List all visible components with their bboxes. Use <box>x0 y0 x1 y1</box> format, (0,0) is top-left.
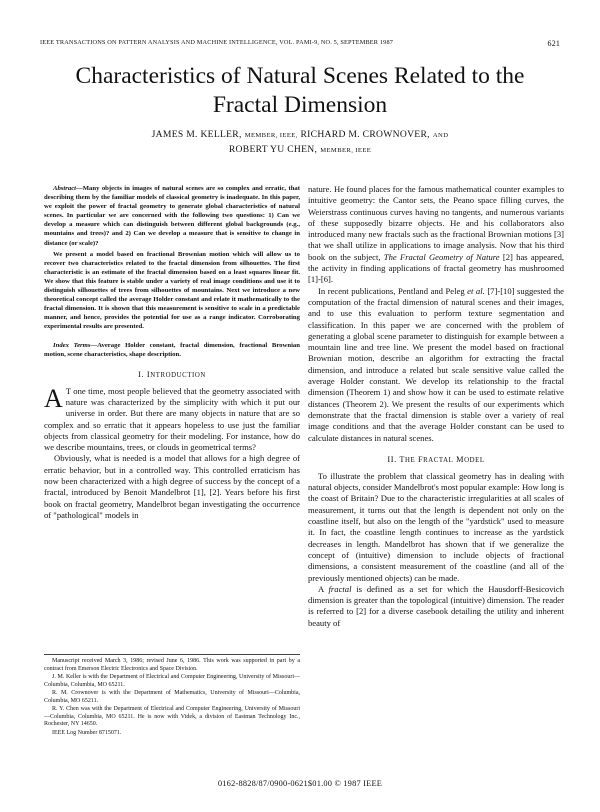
footnote-keller: J. M. Keller is with the Department of Electrical and Computer Engineering, University of Missouri—Columbia, Columbia, MO 65211. <box>44 674 300 688</box>
right-para-2-start: In recent publications, Pentland and Peleg <box>318 285 465 296</box>
introduction-body <box>44 383 300 522</box>
section-2-numeral: II. <box>387 454 397 464</box>
footnote-chen: R. Y. Chen was with the Department of Electrical and Computer Engineering, University of Missouri—Columbia, Columbia, MO 65211. He is now with Videk, a division of Eastman Technology Inc., Rochester, NY 14650. <box>44 706 300 728</box>
footnote-crownover: R. M. Crownover is with the Department of Mathematics, University of Missouri—Columbia, Columbia, MO 65211. <box>44 690 300 704</box>
section-1-rest: NTRODUCTION <box>150 371 206 379</box>
title-line-2: Fractal Dimension <box>212 92 388 118</box>
index-terms-text: —Average Holder constant, fractal dimension, fractional Brownian motion, scene characteristics, shape description. <box>44 341 300 358</box>
author-chen-membership: MEMBER, IEEE <box>320 147 372 154</box>
abstract-para-1 <box>44 184 300 248</box>
section-heading-introduction <box>44 369 300 381</box>
author-block <box>40 128 560 158</box>
copyright-line: 0162-8828/87/0900-0621$01.00 © 1987 IEEE <box>217 779 383 788</box>
section-2-odel: ODEL <box>464 456 485 464</box>
footnotes <box>44 654 300 738</box>
drop-cap: A <box>44 383 63 413</box>
abstract-lead: Abstract <box>53 185 77 192</box>
right-para-1 <box>308 184 564 286</box>
author-keller: JAMES M. KELLER, <box>151 129 242 140</box>
intro-para-2: Obviously, what is needed is a model that allows for a high degree of erratic behavior, but in a controlled way. This controlled erraticism has now been characterized with a high degree of success by the concept of a fractal, introduced by Benoit Mandelbrot [1], [2]. Years before his first book on fractal geometry, Mandelbrot began investigating the occurrence of "pathological" models in <box>44 453 300 520</box>
right-para-3: To illustrate the problem that classical geometry has in dealing with natural objects, consider Mandelbrot's most popular example: How long is the coast of Britain? Due to the characteristic irregularities at all scales of measurement, it turns out that the length is dependent not only on the coastline itself, but also on the length of the "yardstick" used to measure it. In fact, the coastline length continues to increase as the yardstick decreases in length. Mandelbrot has shown that if we generalize the concept of (intuitive) dimension to include objects of fractional dimensions, a consistent measurement of the coastline (and all of the previously mentioned objects) can be made. <box>308 470 564 583</box>
section-1-first-letter: I <box>146 369 151 379</box>
section-1-numeral: I. <box>138 369 145 379</box>
author-chen: ROBERT YU CHEN, <box>228 144 318 155</box>
right-para-4-text: is defined as a set for which the Hausdorff-Besicovich dimension is greater than the topological (intuitive) dimension. The reader is referred to [2] for a diverse casebook detailing the utility and inherent beauty of <box>308 583 564 628</box>
paper-title <box>40 62 560 120</box>
right-column <box>308 184 564 629</box>
index-terms-lead: Index Terms <box>53 341 91 349</box>
right-para-2 <box>308 286 564 444</box>
author-line-2 <box>40 143 560 158</box>
right-para-4-article: A <box>318 583 324 594</box>
footnote-log-number: IEEE Log Number 8715071. <box>52 729 122 736</box>
term-fractal: fractal <box>328 583 352 594</box>
intro-para-1 <box>44 383 300 454</box>
author-conjunction: AND <box>432 132 449 139</box>
section-2-ractal: RACTAL <box>423 456 454 464</box>
left-column <box>44 184 300 521</box>
author-keller-membership: MEMBER, IEEE, <box>244 132 298 139</box>
abstract-text-1: —Many objects in images of natural scenes are so complex and erratic, that describing them by the familiar models of classical geometry is inadequate. In this paper, we exploit the power of fractal geometry to generate global characteristics of natural scenes. In particular we are concerned with the following two questions: 1) Can we develop a measure which can distinguish between different global backgrounds (e.g., mountains and trees)? and 2) Can we develop a measure that is sensitive to change in distance (or scale)? <box>44 185 300 247</box>
section-2-he: HE <box>404 456 416 464</box>
title-line-1: Characteristics of Natural Scenes Related to the <box>75 63 525 89</box>
running-head <box>40 39 560 49</box>
right-para-4 <box>308 584 564 629</box>
author-crownover: RICHARD M. CROWNOVER, <box>300 129 430 140</box>
right-para-1-text: nature. He found places for the famous mathematical counter examples to intuitive geometry: the Cantor sets, the Peano space filling curves, the Weierstrass continuous curves having no tangents, and numerous variants of these supposedly bizarre objects. He and his collaborators also introduced many new fractals such as the fractional Brownian motions [3] that we shall utilize in applications to image analysis. Now that his third book on the subject, <box>308 184 564 262</box>
intro-para-1-text: T one time, most people believed that the geometry associated with nature was characterized by the simplicity with which it put our universe in order. But there are many objects in nature that are so complex and so erratic that it appears hopeless to use just the familiar objects from classical geometry for their modeling. For instance, how do we describe mountains, trees, or clouds in geometrical terms? <box>44 385 300 453</box>
abstract-para-2: We present a model based on fractional Brownian motion which will allow us to recover two characteristics related to the fractal dimension from silhouettes. The first characteristic is an estimate of the fractal dimension based on a least squares linear fit. We show that this feature is stable under a variety of real image conditions and use it to distinguish silhouettes of trees from silhouettes of mountains. Next we introduce a new theoretical concept called the average Holder constant and relate it mathematically to the fractal dimension. It is shown that this measurement is sensitive to scale in a predictable manner, and hence, provides the potential for use as a range indicator. Corroborating experimental results are presented. <box>44 250 300 331</box>
section-2-letter-m: M <box>456 454 465 464</box>
section-heading-fractal-model <box>308 454 564 466</box>
footnote-manuscript: Manuscript received March 3, 1986; revised June 6, 1986. This work was supported in part by a contract from Emerson Electric Electronics and Space Division. <box>44 658 300 672</box>
book-title: The Fractal Geometry of Nature <box>383 251 500 262</box>
right-para-2-text: [7]-[10] suggested the computation of the fractal dimension of natural scenes and their images, and to use this evaluation to perform texture segmentation and classification. In this paper we are concerned with the problem of generating a global scene parameter to distinguish for example between a mountain line and tree line. We present the model based on fractional Brownian motion, describe an algorithm for extracting the fractal dimension, and introduce a related but scale sensitive value called the average Holder constant. We develop its relationship to the fractal dimension (Theorem 1) and show how it can be used to estimate relative distances (Theorem 2). We present the results of our experiments which demonstrate that the fractal dimension is stable over a variety of real image conditions and that the average Holder constant can be used to calculate distances in natural scenes. <box>308 285 564 443</box>
author-line-1 <box>40 128 560 143</box>
et-al: et al. <box>467 285 485 296</box>
journal-citation: IEEE TRANSACTIONS ON PATTERN ANALYSIS AND MACHINE INTELLIGENCE, VOL. PAMI-9, NO. 5, SEPTEMBER 1987 <box>40 39 394 46</box>
section-2-letter-f: F <box>417 454 424 464</box>
index-terms <box>44 341 300 359</box>
section-2-letter-t: T <box>399 454 405 464</box>
page-number: 621 <box>547 39 560 48</box>
abstract <box>44 184 300 332</box>
right-para-1-end: [2] has appeared, the activity in finding applications of fractal geometry has mushroomed [1]-[6]. <box>308 251 565 285</box>
